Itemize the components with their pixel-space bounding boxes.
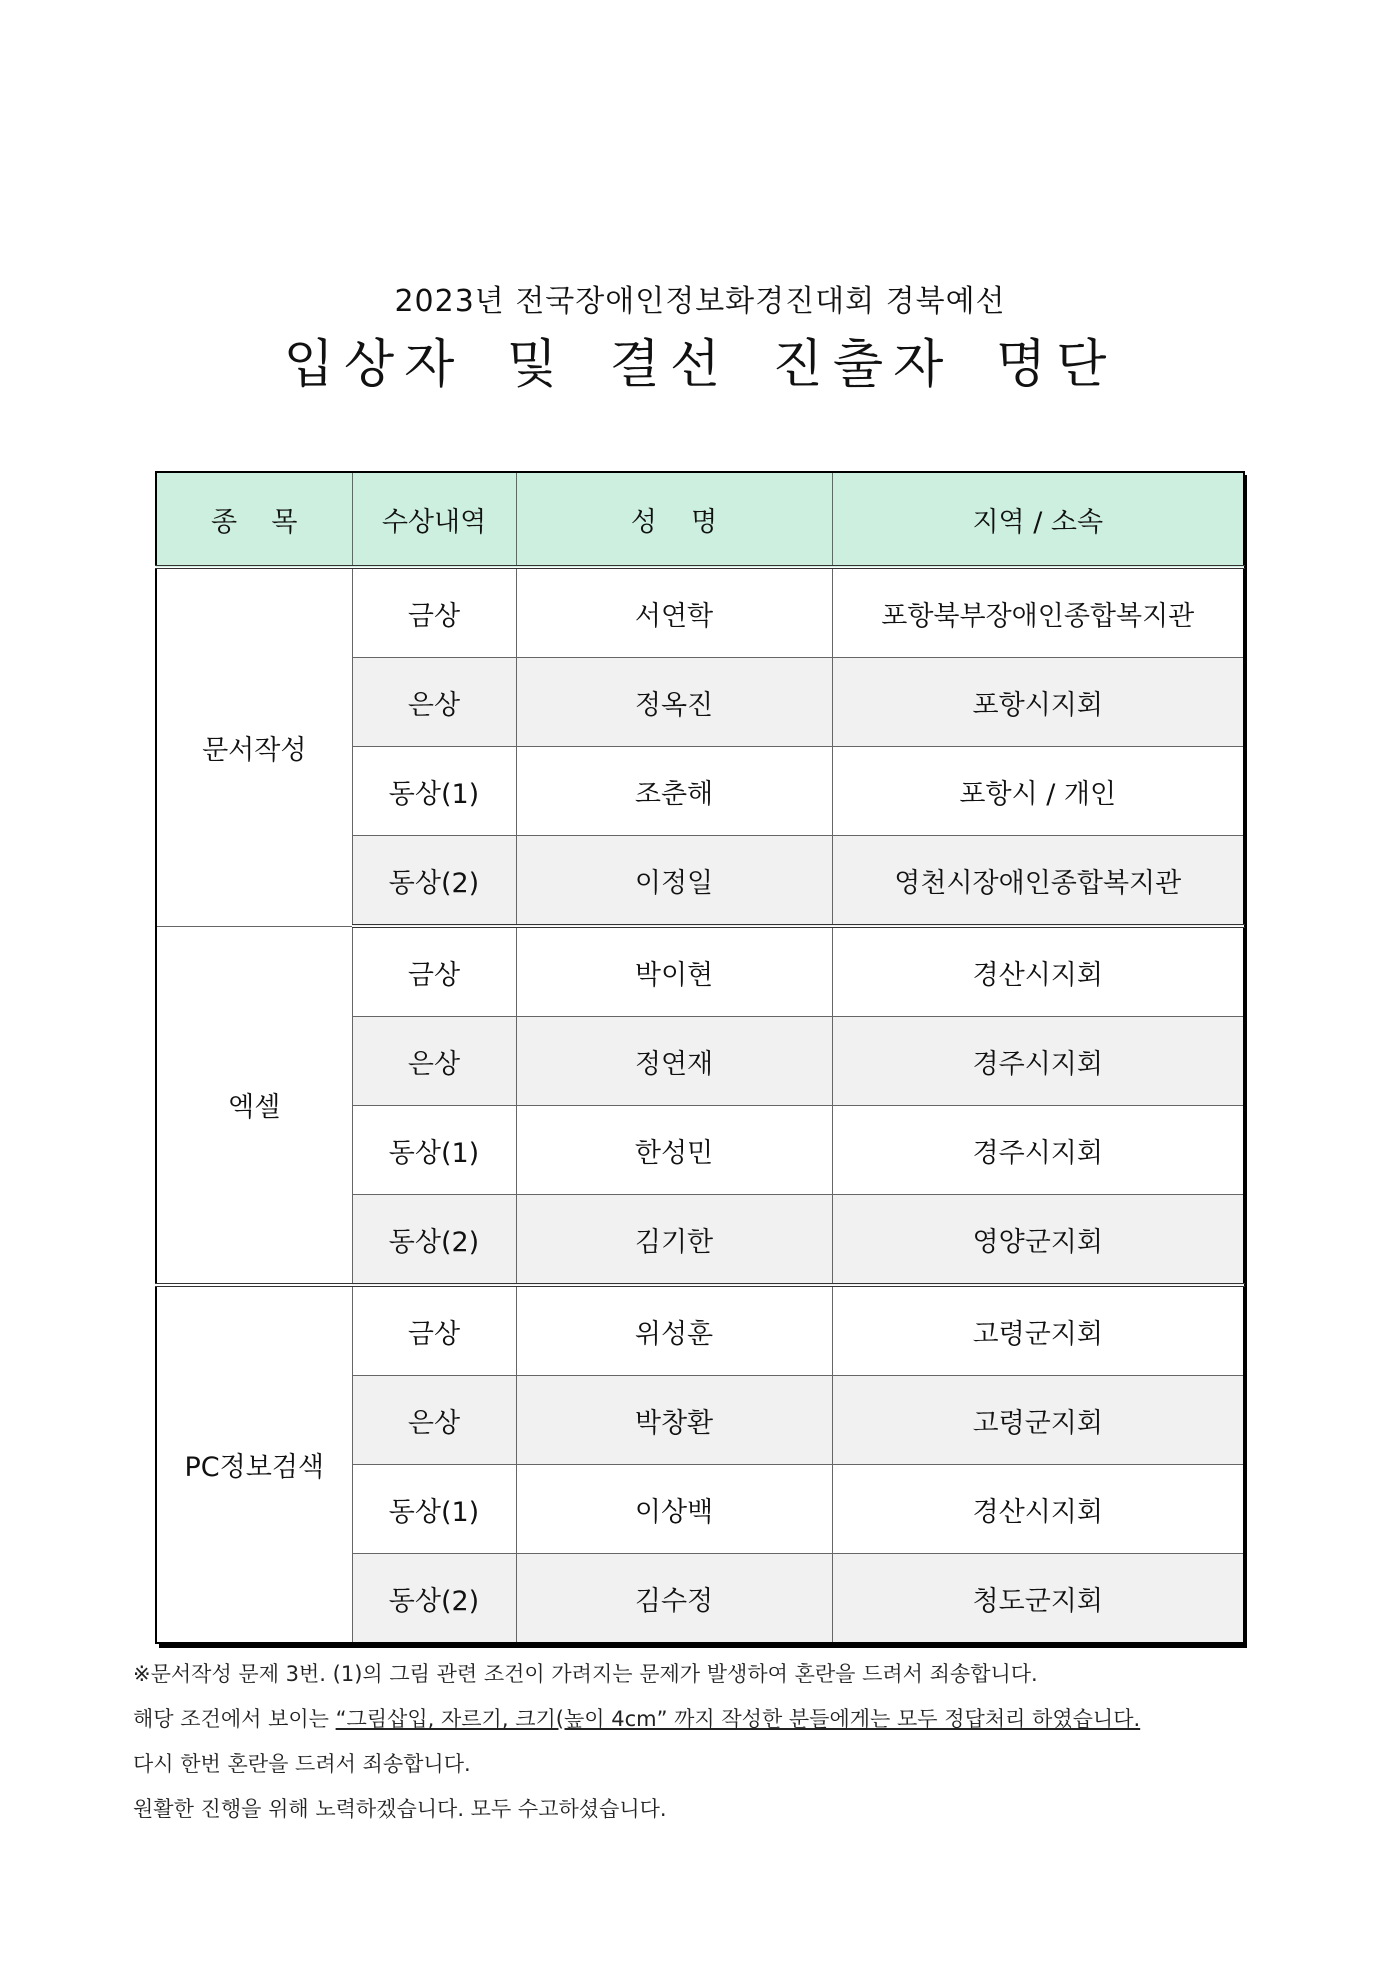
award-cell: 금상 [352, 1285, 516, 1376]
region-cell: 포항시지회 [832, 658, 1244, 747]
award-cell: 동상(1) [352, 1106, 516, 1195]
table-row [156, 926, 1244, 1017]
results-table [155, 471, 1245, 1644]
region-cell: 경주시지회 [832, 1106, 1244, 1195]
table-header-row [156, 472, 1244, 567]
region-cell: 고령군지회 [832, 1285, 1244, 1376]
header-award: 수상내역 [352, 472, 516, 567]
category-cell: 엑셀 [156, 926, 352, 1285]
name-cell: 위성훈 [516, 1285, 832, 1376]
region-cell: 경주시지회 [832, 1017, 1244, 1106]
header-category: 종 목 [156, 472, 352, 567]
notes-line: 다시 한번 혼란을 드려서 죄송합니다. [133, 1752, 471, 1776]
region-cell: 경산시지회 [832, 1465, 1244, 1554]
award-cell: 동상(2) [352, 1554, 516, 1644]
name-cell: 김기한 [516, 1195, 832, 1286]
award-cell: 동상(1) [352, 747, 516, 836]
region-cell: 청도군지회 [832, 1554, 1244, 1644]
region-cell: 경산시지회 [832, 926, 1244, 1017]
name-cell: 박창환 [516, 1376, 832, 1465]
name-cell: 한성민 [516, 1106, 832, 1195]
notes-line: ※문서작성 문제 3번. (1)의 그림 관련 조건이 가려지는 문제가 발생하여 혼란을 드려서 죄송합니다. [133, 1662, 1038, 1686]
name-cell: 이정일 [516, 836, 832, 927]
category-cell: 문서작성 [156, 567, 352, 926]
table-row [156, 567, 1244, 658]
name-cell: 이상백 [516, 1465, 832, 1554]
name-cell: 서연학 [516, 567, 832, 658]
award-cell: 동상(1) [352, 1465, 516, 1554]
name-cell: 정연재 [516, 1017, 832, 1106]
region-cell: 포항북부장애인종합복지관 [832, 567, 1244, 658]
award-cell: 은상 [352, 658, 516, 747]
notes-line-prefix: 해당 조건에서 보이는 [133, 1707, 336, 1731]
award-cell: 은상 [352, 1376, 516, 1465]
name-cell: 정옥진 [516, 658, 832, 747]
header-region: 지역 / 소속 [832, 472, 1244, 567]
header-name: 성 명 [516, 472, 832, 567]
name-cell: 김수정 [516, 1554, 832, 1644]
notes-line [133, 1697, 1273, 1742]
name-cell: 조춘해 [516, 747, 832, 836]
notes-section [133, 1652, 1273, 1832]
table-row [156, 1285, 1244, 1376]
document-title: 입상자 및 결선 진출자 명단 [283, 335, 1117, 395]
award-cell: 금상 [352, 926, 516, 1017]
category-cell: PC정보검색 [156, 1285, 352, 1643]
notes-underlined-text: “그림삽입, 자르기, 크기(높이 4cm” 까지 작성한 분들에게는 모두 정답처리 하였습니다. [335, 1707, 1141, 1731]
results-table-container [155, 471, 1243, 1644]
region-cell: 고령군지회 [832, 1376, 1244, 1465]
award-cell: 동상(2) [352, 836, 516, 927]
region-cell: 영양군지회 [832, 1195, 1244, 1286]
region-cell: 영천시장애인종합복지관 [832, 836, 1244, 927]
name-cell: 박이현 [516, 926, 832, 1017]
notes-line: 원활한 진행을 위해 노력하겠습니다. 모두 수고하셨습니다. [133, 1797, 667, 1821]
award-cell: 은상 [352, 1017, 516, 1106]
region-cell: 포항시 / 개인 [832, 747, 1244, 836]
document-subtitle: 2023년 전국장애인정보화경진대회 경북예선 [394, 284, 1006, 319]
award-cell: 금상 [352, 567, 516, 658]
award-cell: 동상(2) [352, 1195, 516, 1286]
